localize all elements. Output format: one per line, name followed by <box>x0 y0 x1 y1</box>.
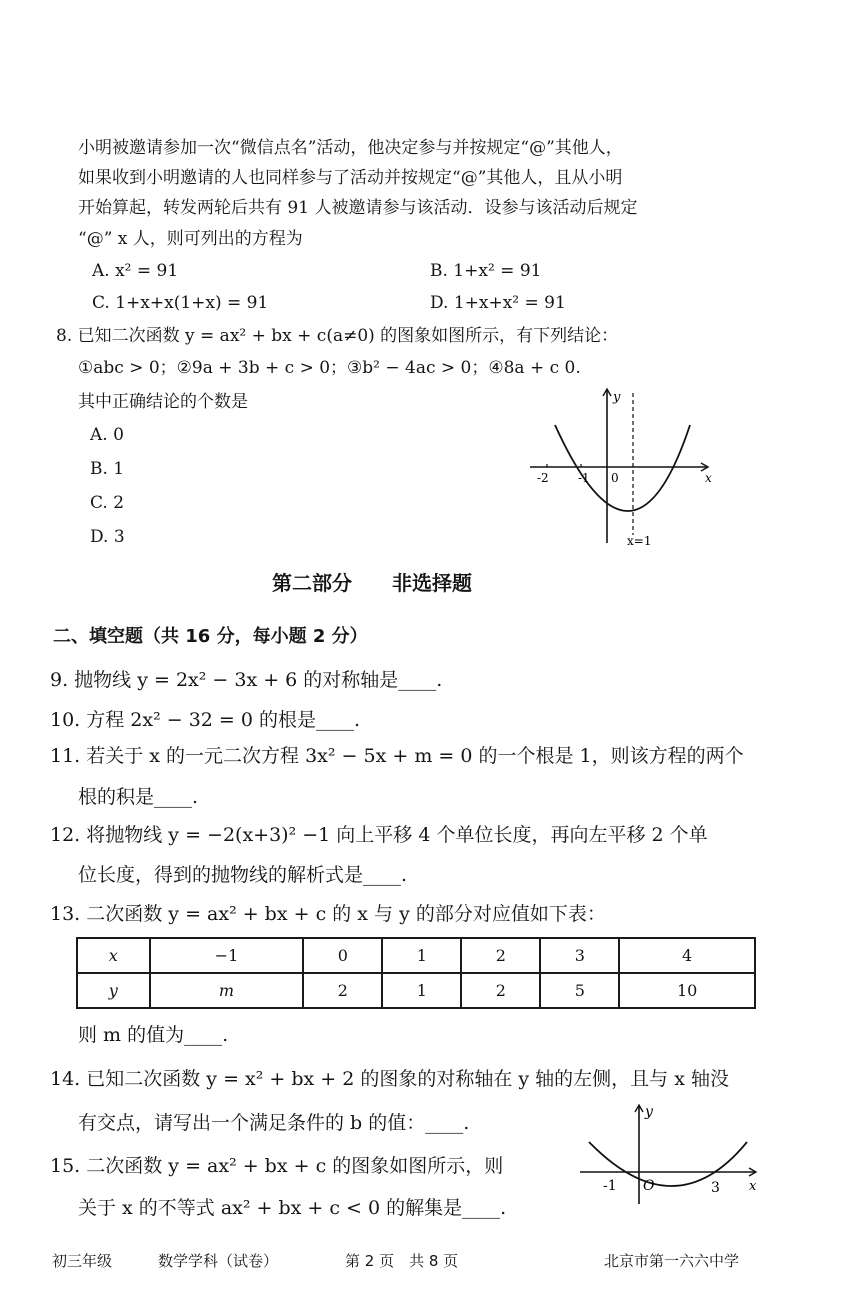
footer-grade: 初三年级 <box>52 1252 113 1270</box>
fill-in-title: 二、填空题（共 16 分，每小题 2 分） <box>53 626 368 647</box>
q15-label-y: y <box>645 1104 653 1120</box>
q7-option-d: D. 1+x+x² = 91 <box>430 293 566 313</box>
footer-subject: 数学学科（试卷） <box>158 1252 279 1270</box>
table-cell: 2 <box>303 973 382 1008</box>
q11-line-2: 根的积是____. <box>78 786 199 808</box>
q8-parabola-graph <box>525 385 730 550</box>
q15-line-2: 关于 x 的不等式 ax² + bx + c < 0 的解集是____. <box>78 1197 507 1219</box>
table-cell: 2 <box>461 973 540 1008</box>
q8-ask: 其中正确结论的个数是 <box>78 392 248 412</box>
q7-stem-line-1: 小明被邀请参加一次“微信点名”活动，他决定参与并按规定“@”其他人， <box>78 138 623 158</box>
q8-label-origin: 0 <box>611 471 619 485</box>
q14-line-1: 14. 已知二次函数 y = x² + bx + 2 的图象的对称轴在 y 轴的左侧，且与 x 轴没 <box>50 1068 729 1090</box>
table-cell: 10 <box>619 973 755 1008</box>
q8-label-symmetry: x=1 <box>627 534 652 548</box>
q8-label-x: x <box>705 471 712 485</box>
table-cell: 2 <box>461 938 540 973</box>
q8-option-c: C. 2 <box>90 493 125 513</box>
q15-label-origin: O <box>643 1178 655 1194</box>
table-cell: m <box>150 973 304 1008</box>
table-cell: 3 <box>540 938 619 973</box>
q14-line-2: 有交点，请写出一个满足条件的 b 的值：____. <box>78 1112 470 1134</box>
q7-stem-line-2: 如果收到小明邀请的人也同样参与了活动并按规定“@”其他人，且从小明 <box>78 168 623 188</box>
q15-label-3: 3 <box>711 1180 720 1196</box>
q8-conclusions: ①abc > 0；②9a + 3b + c > 0；③b² − 4ac > 0；④8a + c 0. <box>78 358 581 378</box>
q8-option-d: D. 3 <box>90 527 125 547</box>
table-cell: 5 <box>540 973 619 1008</box>
q9: 9. 抛物线 y = 2x² − 3x + 6 的对称轴是____. <box>50 669 443 691</box>
table-cell: 0 <box>303 938 382 973</box>
q11-line-1: 11. 若关于 x 的一元二次方程 3x² − 5x + m = 0 的一个根是 1，则该方程的两个 <box>50 745 744 767</box>
table-cell: 1 <box>382 938 461 973</box>
q7-stem-line-4: “@” x 人，则可列出的方程为 <box>78 229 303 249</box>
q7-stem-line-3: 开始算起，转发两轮后共有 91 人被邀请参与该活动．设参与该活动后规定 <box>78 198 638 218</box>
q15-label-minus-1: -1 <box>603 1178 617 1194</box>
table-row <box>77 973 755 1008</box>
q12-line-1: 12. 将抛物线 y = −2(x+3)² −1 向上平移 4 个单位长度，再向左平移 2 个单 <box>50 824 708 846</box>
footer-page: 第 2 页 共 8 页 <box>345 1252 459 1270</box>
q7-option-b: B. 1+x² = 91 <box>430 261 542 281</box>
table-cell: y <box>77 973 150 1008</box>
section-2-title: 第二部分 非选择题 <box>272 571 472 595</box>
q7-option-a: A. x² = 91 <box>92 261 179 281</box>
q7-option-c: C. 1+x+x(1+x) = 91 <box>92 293 269 313</box>
q8-stem: 8. 已知二次函数 y = ax² + bx + c(a≠0) 的图象如图所示，有下列结论： <box>56 326 619 346</box>
q13-value-table <box>76 937 756 1009</box>
q15-line-1: 15. 二次函数 y = ax² + bx + c 的图象如图所示，则 <box>50 1155 504 1177</box>
q10: 10. 方程 2x² − 32 = 0 的根是____. <box>50 709 361 731</box>
q8-label-minus-1: -1 <box>578 471 590 485</box>
table-row <box>77 938 755 973</box>
q13-line-1: 13. 二次函数 y = ax² + bx + c 的 x 与 y 的部分对应值如下表： <box>50 903 606 925</box>
table-cell: x <box>77 938 150 973</box>
q15-label-x: x <box>749 1179 757 1194</box>
footer-school: 北京市第一六六中学 <box>604 1252 740 1270</box>
q8-label-y: y <box>613 390 621 405</box>
q8-option-b: B. 1 <box>90 459 125 479</box>
table-cell: 1 <box>382 973 461 1008</box>
table-cell: −1 <box>150 938 304 973</box>
q12-line-2: 位长度，得到的抛物线的解析式是____. <box>78 864 408 886</box>
q13-line-2: 则 m 的值为____. <box>78 1024 229 1046</box>
q15-parabola-graph <box>575 1100 765 1210</box>
q8-parabola-curve <box>555 425 690 511</box>
table-cell: 4 <box>619 938 755 973</box>
q8-option-a: A. 0 <box>90 425 124 445</box>
q8-label-minus-2: -2 <box>537 471 549 485</box>
